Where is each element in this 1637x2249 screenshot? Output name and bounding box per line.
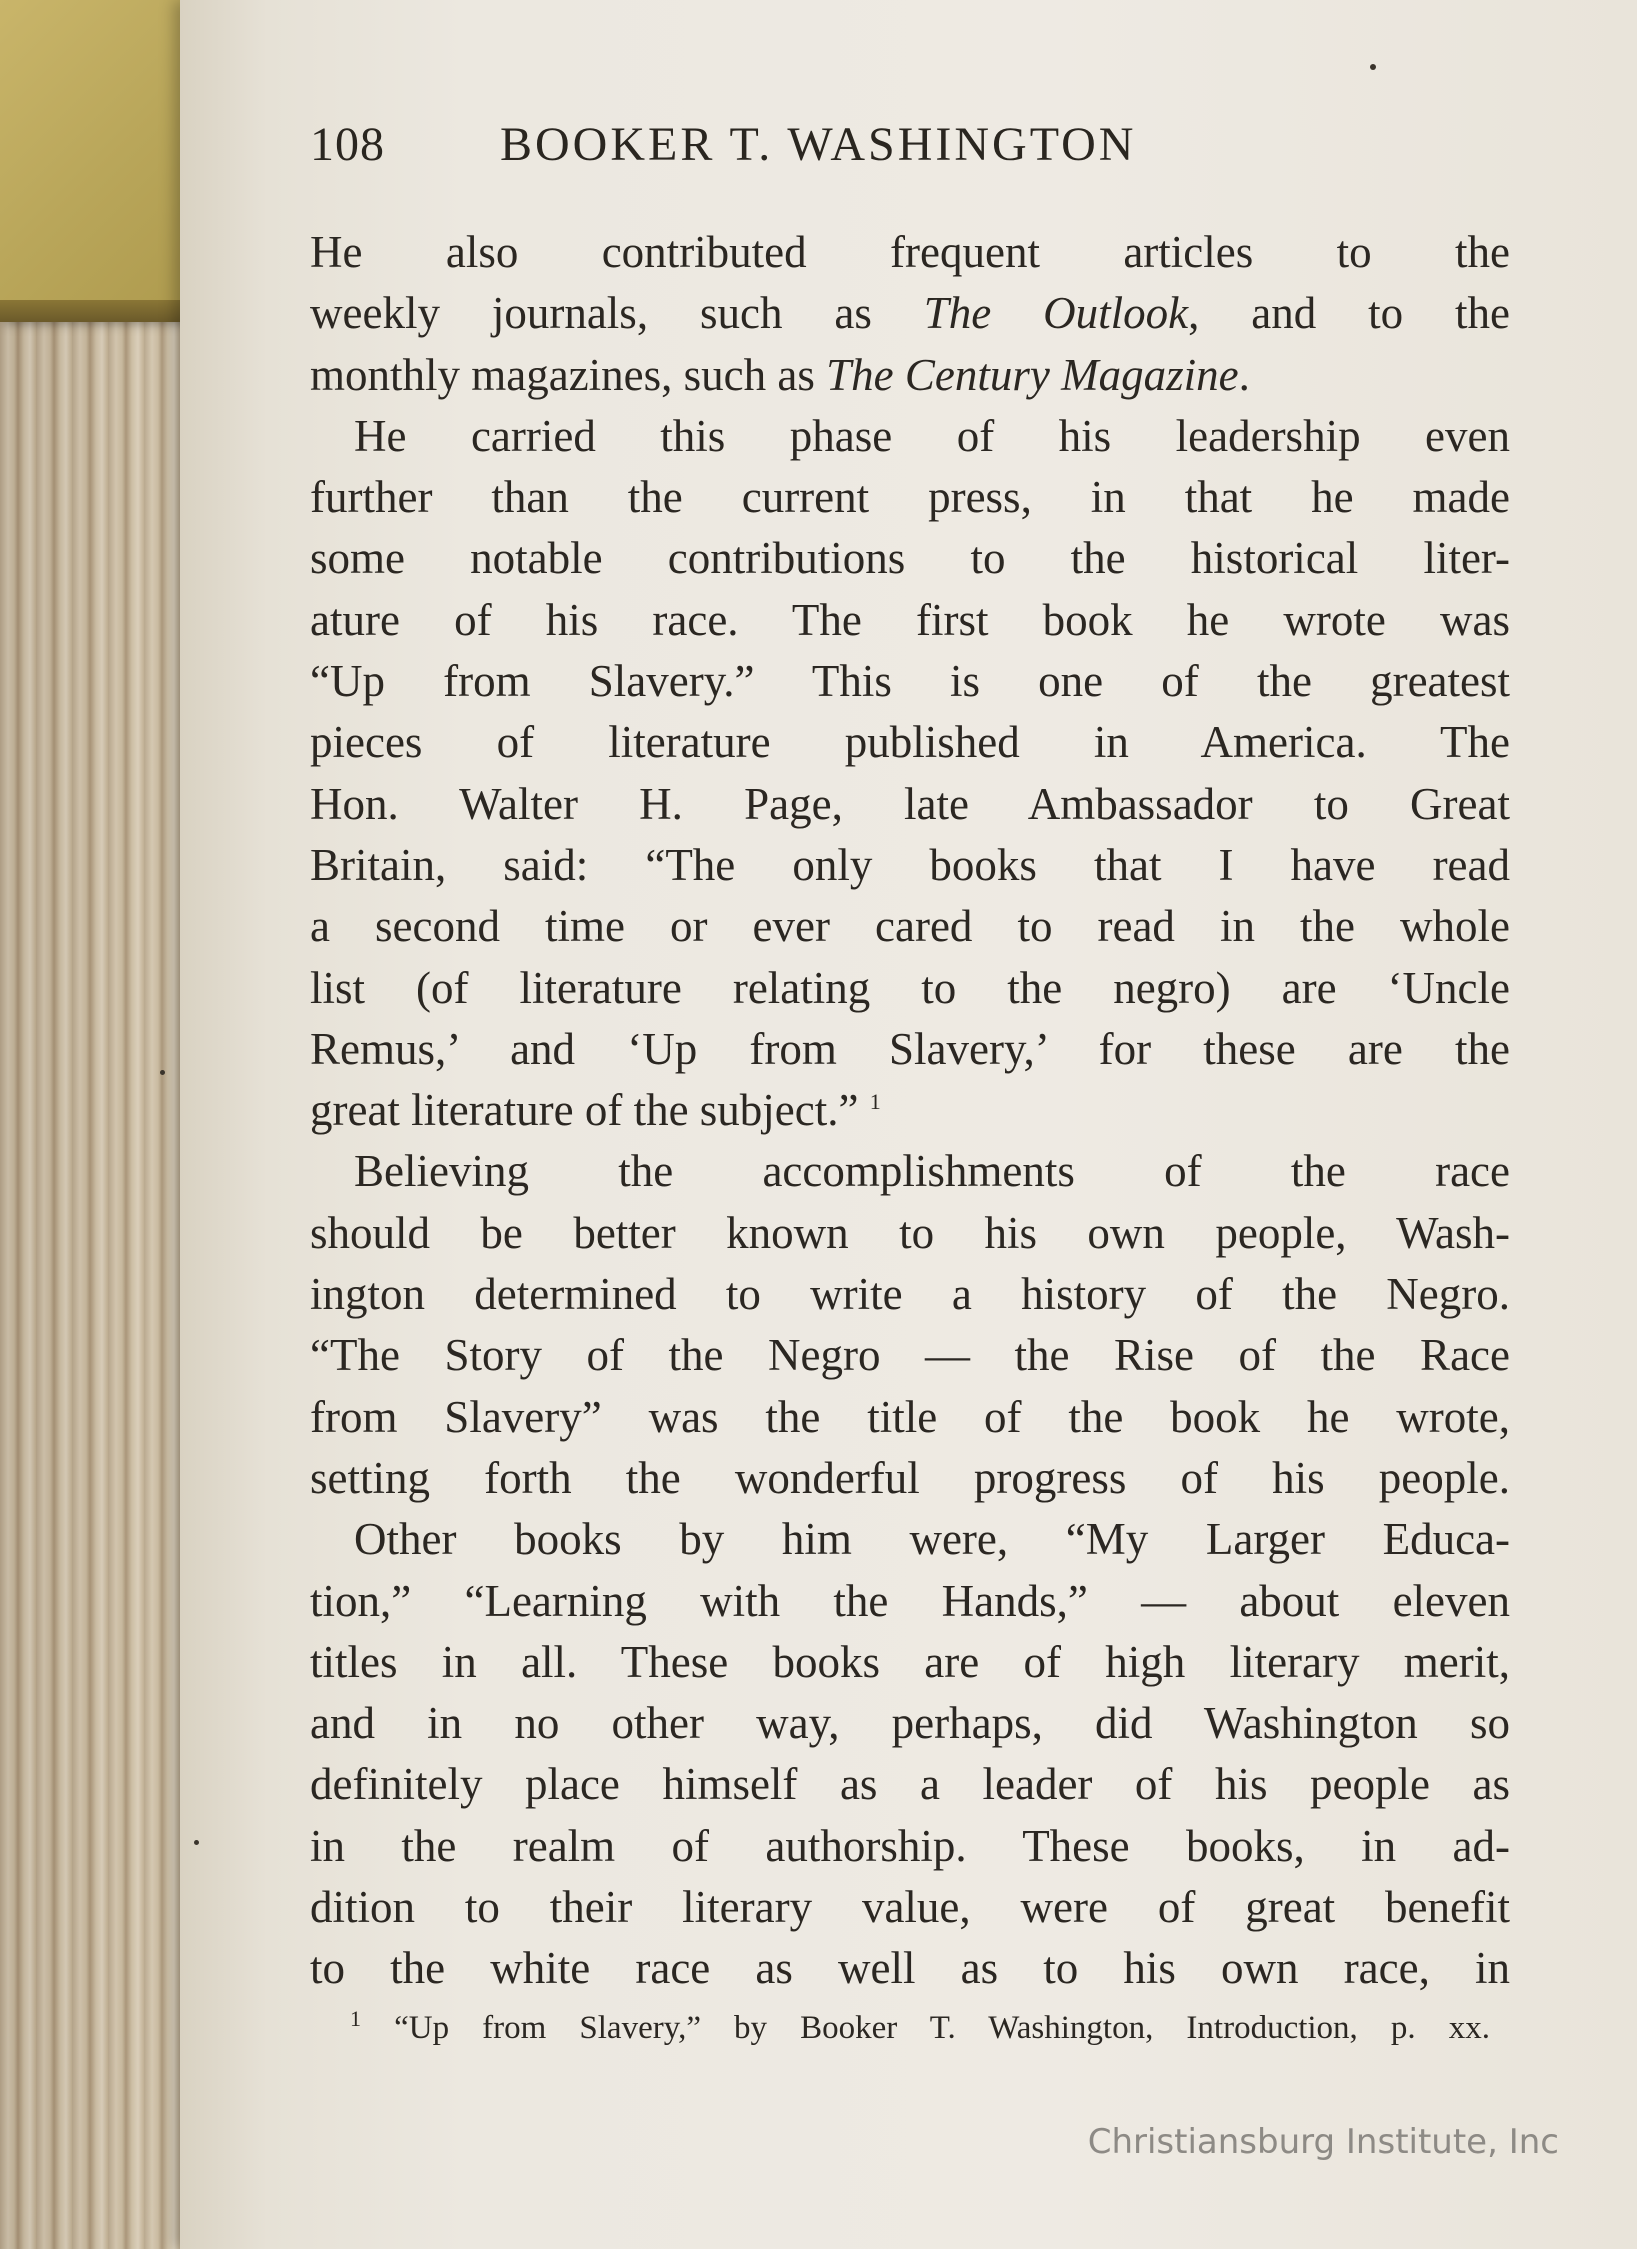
text-line: dition to their literary value, were of great benefit (310, 1882, 1510, 1933)
body-text (310, 222, 1510, 2000)
text-line: He also contributed frequent articles to the (310, 227, 1510, 277)
text-line: from Slavery” was the title of the book he wrote, (310, 1391, 1510, 1442)
paper-speck (160, 1070, 165, 1075)
paper-speck (194, 1840, 199, 1845)
text-line: some notable contributions to the historical liter- (310, 533, 1510, 584)
watermark: Christiansburg Institute, Inc (1087, 2122, 1559, 2162)
book-page-edges (0, 300, 190, 2249)
book-page (180, 0, 1637, 2249)
page-content (310, 110, 1510, 2047)
paragraph-start-line: He carried this phase of his leadership even (354, 410, 1510, 461)
paragraph-start-line: Believing the accomplishments of the race (354, 1146, 1510, 1197)
footnote (310, 2005, 1490, 2047)
text-line: should be better known to his own people, Wash- (310, 1207, 1510, 1258)
footnote-marker: 1 (350, 2005, 361, 2031)
text-line: a second time or ever cared to read in the whole (310, 901, 1510, 952)
text-line: in the realm of authorship. These books, in ad- (310, 1820, 1510, 1871)
text-line: “The Story of the Negro — the Rise of the Race (310, 1330, 1510, 1381)
text-line: definitely place himself as a leader of his people as (310, 1759, 1510, 1810)
magazine-title: The Century Magazine (826, 349, 1239, 400)
book-title: BOOKER T. WASHINGTON (500, 118, 1137, 171)
text-line: ington determined to write a history of the Negro. (310, 1269, 1510, 1320)
text-line: tion,” “Learning with the Hands,” — about eleven (310, 1575, 1510, 1626)
running-head (310, 110, 1510, 180)
text-line: Remus,’ and ‘Up from Slavery,’ for these are the (310, 1023, 1510, 1074)
text-line: setting forth the wonderful progress of his people. (310, 1452, 1510, 1503)
text-line: Hon. Walter H. Page, late Ambassador to Great (310, 778, 1510, 829)
text-line: “Up from Slavery.” This is one of the greatest (310, 656, 1510, 707)
text-line: further than the current press, in that he made (310, 472, 1510, 523)
text-line: titles in all. These books are of high literary merit, (310, 1636, 1510, 1687)
text-line: great literature of the subject.” $^1$ (310, 1085, 881, 1136)
text-line: ature of his race. The first book he wrote was (310, 594, 1510, 645)
text-line: weekly journals, such as The Outlook, and to the (310, 288, 1510, 339)
text-line: to the white race as well as to his own race, in (310, 1943, 1510, 1994)
journal-title: The Outlook (923, 288, 1189, 339)
paragraph-start-line: Other books by him were, “My Larger Educa- (354, 1514, 1510, 1565)
text-line: list (of literature relating to the negro) are ‘Uncle (310, 962, 1510, 1013)
paper-speck (1370, 64, 1376, 70)
footnote-text: “Up from Slavery,” by Booker T. Washington, Introduction, p. xx. (394, 2009, 1490, 2046)
text-line: Britain, said: “The only books that I have read (310, 839, 1510, 890)
footnote-reference: 1 (869, 1089, 881, 1115)
text-line: pieces of literature published in America. The (310, 717, 1510, 768)
text-line: and in no other way, perhaps, did Washington so (310, 1698, 1510, 1749)
page-number: 108 (310, 118, 385, 171)
text-line: monthly magazines, such as The Century Magazine. (310, 349, 1250, 400)
